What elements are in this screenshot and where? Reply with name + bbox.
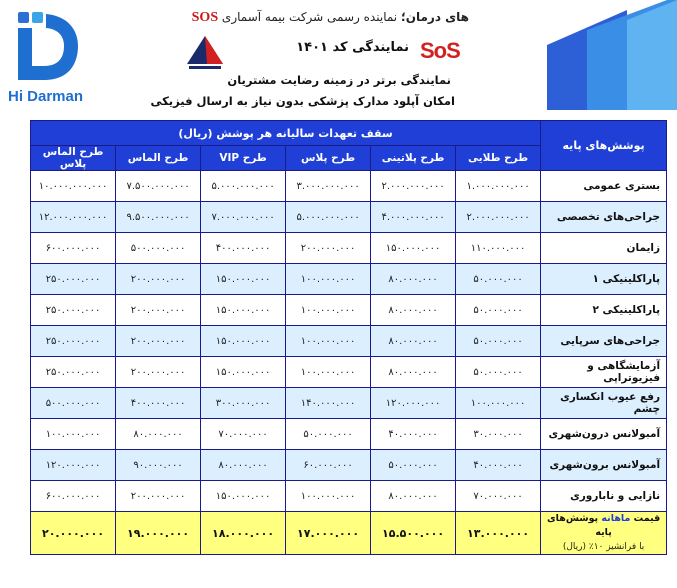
coverage-value: ۱۲.۰۰۰.۰۰۰.۰۰۰ [31,202,116,233]
coverage-value: ۷.۰۰۰.۰۰۰.۰۰۰ [201,202,286,233]
monthly-price-value: ۱۵.۵۰۰.۰۰۰ [371,512,456,555]
coverage-value: ۲۰۰.۰۰۰.۰۰۰ [116,481,201,512]
coverage-value: ۱۰۰.۰۰۰.۰۰۰ [286,357,371,388]
coverage-value: ۳.۰۰۰.۰۰۰.۰۰۰ [286,171,371,202]
coverage-value: ۱۴۰.۰۰۰.۰۰۰ [286,388,371,419]
sos-logo: SoS [420,38,460,63]
table-row [31,481,667,512]
coverage-value: ۱۵۰.۰۰۰.۰۰۰ [201,481,286,512]
agency-code: نمایندگی کد ۱۴۰۱ [296,40,409,55]
coverage-value: ۵۰۰.۰۰۰.۰۰۰ [31,388,116,419]
coverage-value: ۷۰.۰۰۰.۰۰۰ [456,481,541,512]
coverage-value: ۱۰۰.۰۰۰.۰۰۰ [456,388,541,419]
coverage-value: ۵۰.۰۰۰.۰۰۰ [456,357,541,388]
coverage-label: آزمایشگاهی و فیزیوتراپی [541,357,667,388]
coverage-value: ۸۰.۰۰۰.۰۰۰ [371,295,456,326]
monthly-price-value: ۱۸.۰۰۰.۰۰۰ [201,512,286,555]
coverage-label: آمبولانس درون‌شهری [541,419,667,450]
coverage-value: ۶۰.۰۰۰.۰۰۰ [286,450,371,481]
coverage-label: جراحی‌های سرپایی [541,326,667,357]
coverage-value: ۱۵۰.۰۰۰.۰۰۰ [201,357,286,388]
coverage-value: ۲۰۰.۰۰۰.۰۰۰ [116,357,201,388]
header-prefix: های درمان؛ [400,10,469,24]
plan-header: طرح پلاس [286,146,371,171]
coverage-value: ۲۰۰.۰۰۰.۰۰۰ [116,264,201,295]
coverage-value: ۳۰۰.۰۰۰.۰۰۰ [201,388,286,419]
monthly-price-value: ۱۳.۰۰۰.۰۰۰ [456,512,541,555]
plan-header: طرح الماس پلاس [31,146,116,171]
header-brand: SOS [191,10,219,25]
plan-header: طرح پلاتینی [371,146,456,171]
coverage-value: ۱۲۰.۰۰۰.۰۰۰ [371,388,456,419]
coverage-value: ۱۰۰.۰۰۰.۰۰۰ [286,295,371,326]
coverage-value: ۸۰.۰۰۰.۰۰۰ [116,419,201,450]
coverage-value: ۱۵۰.۰۰۰.۰۰۰ [201,326,286,357]
header-text: نماینده رسمی شرکت بیمه آسماری [218,10,401,24]
coverage-value: ۵۰.۰۰۰.۰۰۰ [456,264,541,295]
hi-darman-d-icon [14,8,82,84]
coverage-value: ۷۰.۰۰۰.۰۰۰ [201,419,286,450]
table-row [31,233,667,264]
table-row [31,202,667,233]
brand-name: Hi Darman [8,88,84,105]
coverage-value: ۵۰.۰۰۰.۰۰۰ [456,295,541,326]
table-row [31,295,667,326]
coverage-value: ۵۰.۰۰۰.۰۰۰ [286,419,371,450]
coverage-label: نازایی و ناباروری [541,481,667,512]
coverage-value: ۶۰۰.۰۰۰.۰۰۰ [31,481,116,512]
coverage-value: ۲۰۰.۰۰۰.۰۰۰ [116,295,201,326]
price-label-sub: با فرانشیز ۱۰٪ (ریال) [562,542,645,552]
coverage-value: ۲.۰۰۰.۰۰۰.۰۰۰ [371,171,456,202]
coverage-label: جراحی‌های تخصصی [541,202,667,233]
table-row [31,357,667,388]
base-coverage-header: پوشش‌های پایه [541,121,667,171]
coverage-label: آمبولانس برون‌شهری [541,450,667,481]
coverage-value: ۴۰۰.۰۰۰.۰۰۰ [116,388,201,419]
insurance-logo-icon [183,34,227,72]
coverage-value: ۲۵۰.۰۰۰.۰۰۰ [31,357,116,388]
coverage-value: ۴.۰۰۰.۰۰۰.۰۰۰ [371,202,456,233]
monthly-price-row [31,512,667,555]
coverage-value: ۱۰۰.۰۰۰.۰۰۰ [31,419,116,450]
coverage-value: ۲۵۰.۰۰۰.۰۰۰ [31,326,116,357]
coverage-value: ۱۵۰.۰۰۰.۰۰۰ [371,233,456,264]
coverage-label: پاراکلینیکی ۲ [541,295,667,326]
monthly-price-value: ۲۰.۰۰۰.۰۰۰ [31,512,116,555]
coverage-value: ۸۰.۰۰۰.۰۰۰ [371,326,456,357]
monthly-price-value: ۱۷.۰۰۰.۰۰۰ [286,512,371,555]
header-line-3: نمایندگی برتر در زمینه رضایت مشتریان [227,73,451,87]
coverage-value: ۴۰.۰۰۰.۰۰۰ [371,419,456,450]
table-row [31,450,667,481]
coverage-label: پاراکلینیکی ۱ [541,264,667,295]
coverage-value: ۲۵۰.۰۰۰.۰۰۰ [31,264,116,295]
coverage-value: ۱۵۰.۰۰۰.۰۰۰ [201,295,286,326]
coverage-value: ۹۰.۰۰۰.۰۰۰ [116,450,201,481]
header-line-4: امکان آپلود مدارک پزشکی بدون نیاز به ارسال فیزیکی [150,94,455,108]
header-line-1 [192,10,469,26]
coverage-value: ۵.۰۰۰.۰۰۰.۰۰۰ [286,202,371,233]
monthly-price-label [541,512,667,555]
coverage-value: ۵.۰۰۰.۰۰۰.۰۰۰ [201,171,286,202]
coverage-value: ۲۰۰.۰۰۰.۰۰۰ [116,326,201,357]
coverage-label: بستری عمومی [541,171,667,202]
coverage-value: ۵۰۰.۰۰۰.۰۰۰ [116,233,201,264]
coverage-label: رفع عیوب انکساری چشم [541,388,667,419]
price-label-a: قیمت [630,513,661,524]
table-row [31,326,667,357]
hi-darman-logo [8,8,88,108]
coverage-value: ۹.۵۰۰.۰۰۰.۰۰۰ [116,202,201,233]
cap-header: سقف تعهدات سالیانه هر پوشش (ریال) [31,121,541,146]
table-row [31,171,667,202]
coverage-value: ۱۰.۰۰۰.۰۰۰.۰۰۰ [31,171,116,202]
coverage-value: ۳۰.۰۰۰.۰۰۰ [456,419,541,450]
coverage-value: ۲۵۰.۰۰۰.۰۰۰ [31,295,116,326]
coverage-value: ۸۰.۰۰۰.۰۰۰ [371,264,456,295]
coverage-table [30,120,667,555]
coverage-value: ۴۰.۰۰۰.۰۰۰ [456,450,541,481]
price-label-monthly: ماهانه [601,513,631,524]
coverage-value: ۱۰۰.۰۰۰.۰۰۰ [286,481,371,512]
coverage-value: ۸۰.۰۰۰.۰۰۰ [371,357,456,388]
plan-header: طرح طلایی [456,146,541,171]
coverage-value: ۸۰.۰۰۰.۰۰۰ [371,481,456,512]
coverage-value: ۱۵۰.۰۰۰.۰۰۰ [201,264,286,295]
decorative-shapes [527,0,677,110]
coverage-value: ۵۰.۰۰۰.۰۰۰ [456,326,541,357]
table-row [31,264,667,295]
coverage-value: ۱۲۰.۰۰۰.۰۰۰ [31,450,116,481]
coverage-value: ۱۰۰.۰۰۰.۰۰۰ [286,264,371,295]
monthly-price-value: ۱۹.۰۰۰.۰۰۰ [116,512,201,555]
coverage-value: ۸۰.۰۰۰.۰۰۰ [201,450,286,481]
plan-header: طرح VIP [201,146,286,171]
plan-header: طرح الماس [116,146,201,171]
coverage-value: ۷.۵۰۰.۰۰۰.۰۰۰ [116,171,201,202]
coverage-value: ۱.۰۰۰.۰۰۰.۰۰۰ [456,171,541,202]
coverage-value: ۵۰.۰۰۰.۰۰۰ [371,450,456,481]
coverage-value: ۲.۰۰۰.۰۰۰.۰۰۰ [456,202,541,233]
coverage-value: ۶۰۰.۰۰۰.۰۰۰ [31,233,116,264]
coverage-value: ۴۰۰.۰۰۰.۰۰۰ [201,233,286,264]
table-row [31,388,667,419]
coverage-value: ۲۰۰.۰۰۰.۰۰۰ [286,233,371,264]
coverage-value: ۱۱۰.۰۰۰.۰۰۰ [456,233,541,264]
coverage-label: زایمان [541,233,667,264]
table-row [31,419,667,450]
coverage-value: ۱۰۰.۰۰۰.۰۰۰ [286,326,371,357]
price-label-b: پوشش‌های پایه [546,513,612,538]
